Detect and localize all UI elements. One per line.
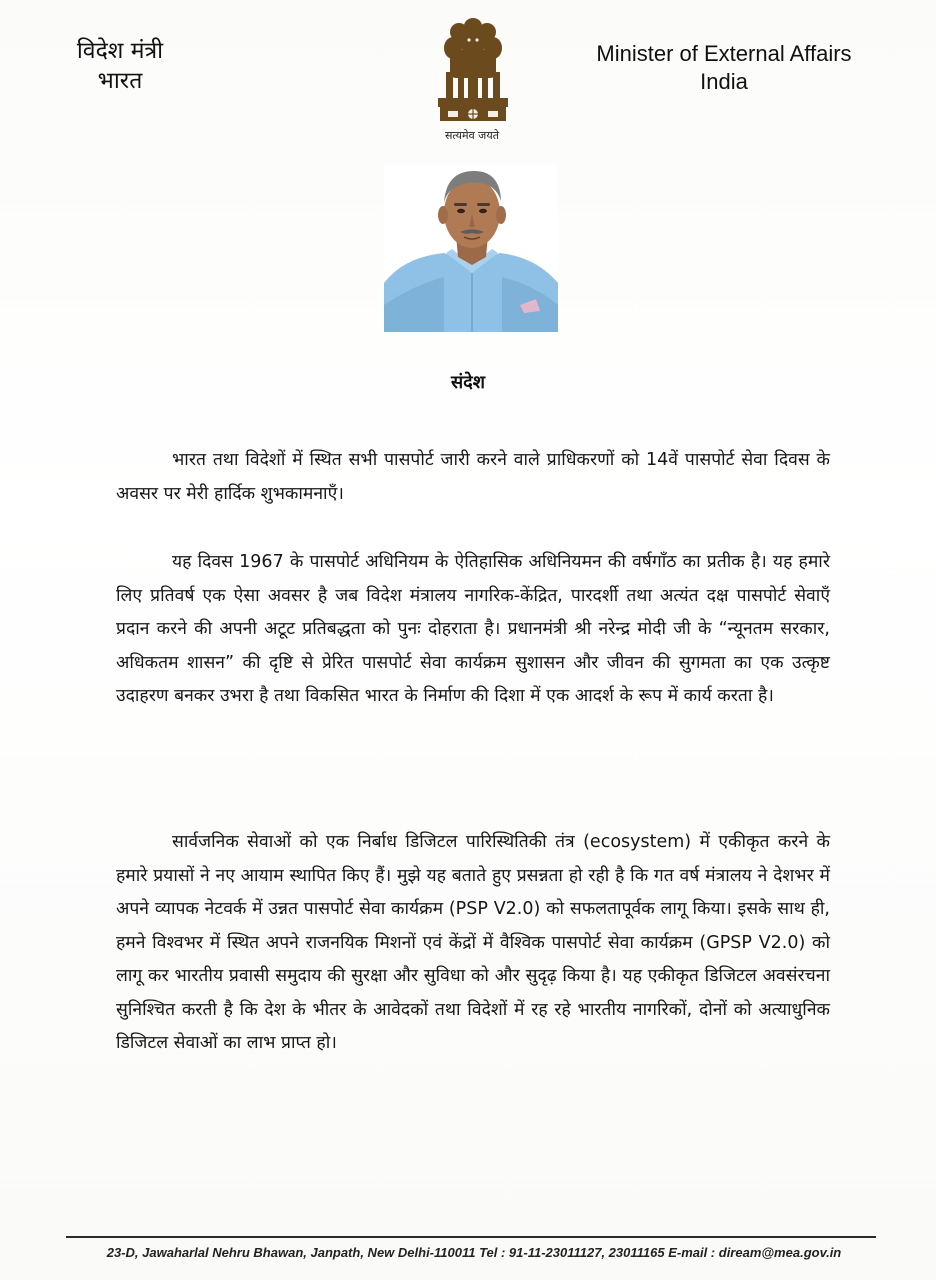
footer-divider bbox=[66, 1236, 876, 1238]
emblem-motto: सत्यमेव जयते bbox=[444, 129, 499, 142]
header-right-english bbox=[574, 40, 874, 96]
header-left-country: भारत bbox=[97, 68, 143, 94]
message-paragraph-2: यह दिवस 1967 के पासपोर्ट अधिनियम के ऐतिहासिक अधिनियमन की वर्षगाँठ का प्रतीक है। यह हमारे लिए प्रतिवर्ष एक ऐसा अवसर है जब विदेश मंत्रालय नागरिक-केंद्रित, पारदर्शी तथा अत्यंत दक्ष पासपोर्ट सेवाएँ प्रदान करने की अपनी अटूट प्रतिबद्धता को पुनः दोहराता है। प्रधानमंत्री श्री नरेन्द्र मोदी जी के “न्यूनतम सरकार, अधिकतम शासन” की दृष्टि से प्रेरित पासपोर्ट सेवा कार्यक्रम सुशासन और जीवन की सुगमता का एक उत्कृष्ट उदाहरण बनकर उभरा है तथा विकसित भारत के निर्माण की दिशा में एक आदर्श के रूप में कार्य करता है। bbox=[116, 552, 830, 706]
header-left-hindi bbox=[50, 36, 190, 96]
footer-address: 23-D, Jawaharlal Nehru Bhawan, Janpath, New Delhi-110011 Tel : 91-11-23011127, 23011165 E-mail : diream@mea.gov.in bbox=[106, 1245, 842, 1260]
header-right-title: Minister of External Affairs bbox=[596, 41, 852, 66]
header-left-title: विदेश मंत्री bbox=[76, 38, 164, 64]
message-paragraph-3: सार्वजनिक सेवाओं को एक निर्बाध डिजिटल पारिस्थितिकी तंत्र (ecosystem) में एकीकृत करने के हमारे प्रयासों ने नए आयाम स्थापित किए हैं। मुझे यह बताते हुए प्रसन्नता हो रही है कि गत वर्ष मंत्रालय ने देशभर में अपने व्यापक नेटवर्क में उन्नत पासपोर्ट सेवा कार्यक्रम (PSP V2.0) को सफलतापूर्वक लागू किया। इसके साथ ही, हमने विश्वभर में स्थित अपने राजनयिक मिशनों एवं केंद्रों में वैश्विक पासपोर्ट सेवा कार्यक्रम (GPSP V2.0) को लागू कर भारतीय प्रवासी समुदाय की सुरक्षा और सुविधा को और सुदृढ़ किया है। यह एकीकृत डिजिटल अवसंरचना सुनिश्चित करती है कि देश के भीतर के आवेदकों तथा विदेशों में रह रहे भारतीय नागरिकों, दोनों को अत्याधुनिक डिजिटल सेवाओं का लाभ प्राप्त हो। bbox=[116, 832, 830, 1053]
header-right-country: India bbox=[700, 69, 748, 94]
minister-portrait-image bbox=[384, 165, 558, 332]
message-paragraph-1: भारत तथा विदेशों में स्थित सभी पासपोर्ट जारी करने वाले प्राधिकरणों को 14वें पासपोर्ट सेवा दिवस के अवसर पर मेरी हार्दिक शुभकामनाएँ। bbox=[116, 450, 830, 504]
national-emblem-icon bbox=[428, 12, 518, 142]
message-title: संदेश bbox=[451, 372, 485, 393]
